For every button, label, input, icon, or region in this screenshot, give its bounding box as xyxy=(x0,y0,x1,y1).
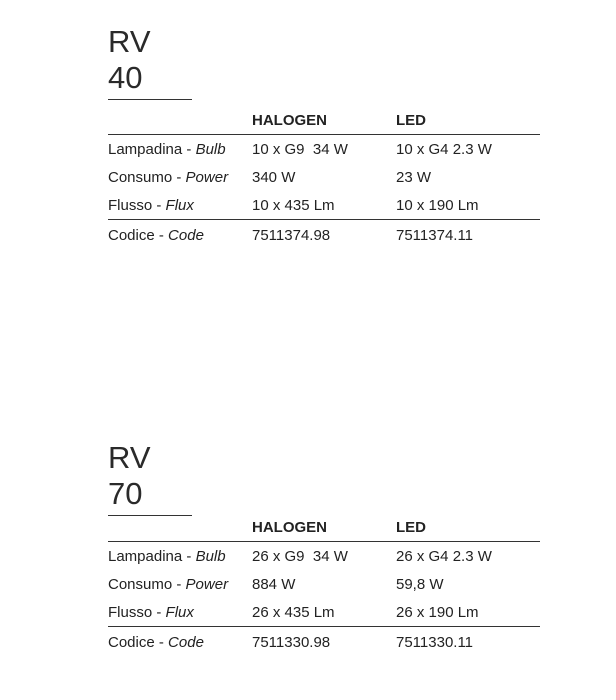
spec-table xyxy=(108,106,540,251)
product-rv40 xyxy=(108,24,540,254)
row-label: Flusso - Flux xyxy=(108,598,252,627)
header-led: LED xyxy=(396,106,540,135)
table-row xyxy=(108,163,540,191)
halogen-value: 10 x G9 34 W xyxy=(252,140,348,158)
halogen-value: 340 W xyxy=(252,168,296,186)
row-label: Lampadina - Bulb xyxy=(108,547,226,565)
product-rv70 xyxy=(108,440,540,670)
product-title: RV 70 xyxy=(108,440,192,516)
table-header-row xyxy=(108,513,540,542)
header-led: LED xyxy=(396,513,540,542)
led-value: 59,8 W xyxy=(396,575,444,593)
halogen-value: 884 W xyxy=(252,575,296,593)
header-halogen: HALOGEN xyxy=(252,106,396,135)
row-label: Codice - Code xyxy=(108,227,204,244)
led-value: 10 x G4 2.3 W xyxy=(396,140,492,158)
spec-table xyxy=(108,513,540,658)
table-row xyxy=(108,598,540,627)
led-value: 23 W xyxy=(396,168,432,186)
header-halogen: HALOGEN xyxy=(252,513,396,542)
table-header-row xyxy=(108,106,540,135)
table-row xyxy=(108,542,540,571)
row-label: Codice - Code xyxy=(108,634,204,651)
halogen-code: 7511330.98 xyxy=(252,634,331,651)
product-title: RV 40 xyxy=(108,24,192,100)
row-label: Consumo - Power xyxy=(108,575,229,593)
table-row xyxy=(108,135,540,164)
table-row-code xyxy=(108,220,540,252)
table-row xyxy=(108,570,540,598)
halogen-value: 26 x G9 34 W xyxy=(252,547,348,565)
row-label: Lampadina - Bulb xyxy=(108,140,226,158)
led-value: 26 x 190 Lm xyxy=(396,598,540,627)
halogen-value: 10 x 435 Lm xyxy=(252,191,396,220)
led-value: 26 x G4 2.3 W xyxy=(396,547,492,565)
led-value: 10 x 190 Lm xyxy=(396,191,540,220)
header-label xyxy=(108,513,252,542)
table-row-code xyxy=(108,627,540,659)
row-label: Consumo - Power xyxy=(108,168,229,186)
led-code: 7511330.11 xyxy=(396,634,474,651)
halogen-code: 7511374.98 xyxy=(252,227,331,244)
header-label xyxy=(108,106,252,135)
table-row xyxy=(108,191,540,220)
led-code: 7511374.11 xyxy=(396,227,474,244)
halogen-value: 26 x 435 Lm xyxy=(252,598,396,627)
row-label: Flusso - Flux xyxy=(108,191,252,220)
